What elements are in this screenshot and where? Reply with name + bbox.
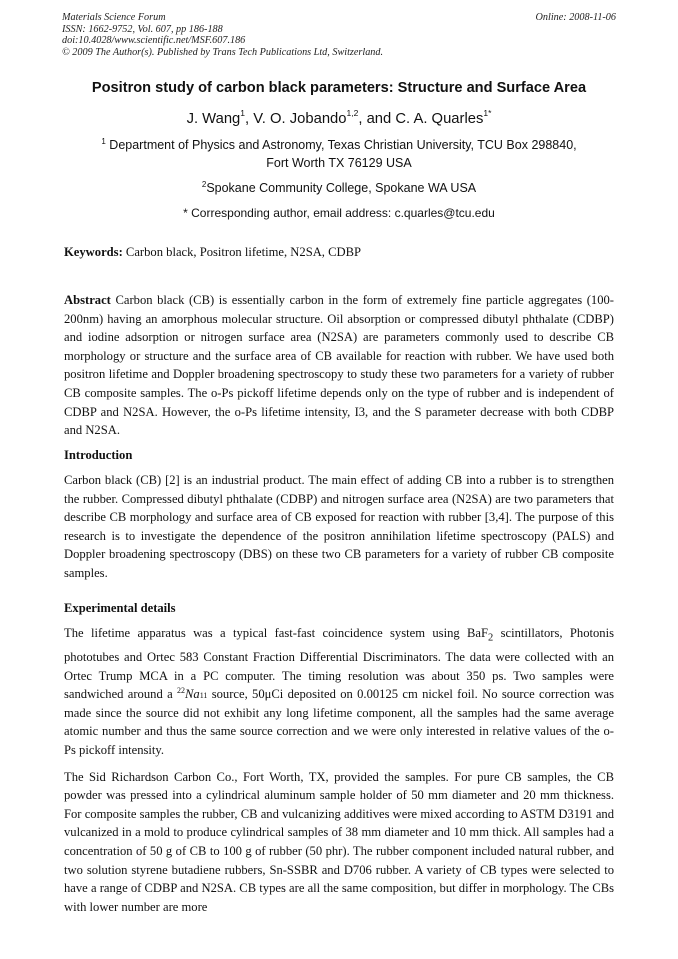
keywords-label: Keywords:	[64, 245, 123, 259]
copyright-line: © 2009 The Author(s). Published by Trans Tech Publications Ltd, Switzerland.	[62, 46, 384, 58]
text-run: scintillators, Photonis phototubes and Ortec 583 Constant Fraction Differential Discriminators. The data were collected with an Ortec Trump MCA in a PC computer. The timing resolution was about 350 ps. Two samples were sandwiched around a	[64, 626, 614, 702]
author-affiliation-mark: 1	[240, 108, 246, 118]
affiliation-line: Spokane Community College, Spokane WA USA	[206, 181, 477, 195]
author-separator: , and	[358, 111, 396, 127]
paragraph	[64, 624, 614, 760]
isotope-notation	[177, 687, 207, 701]
introduction-heading: Introduction	[64, 448, 133, 462]
abstract-text: Carbon black (CB) is essentially carbon in the form of extremely fine particle aggregates (100-200nm) having an amorphous molecular structure. Oil absorption or compressed dibutyl phthalate (CDBP) and iodine adsorption or nitrogen surface area (N2SA) are parameters commonly used to describe CB morphology or structure and the surface area of CB available for reaction with rubber. We have used both positron lifetime and Doppler broadening spectroscopy to study these two parameters for a variety of rubber CB composite samples. The o-Ps pickoff lifetime depends only on the type of rubber and is independent of CDBP and N2SA. However, the o-Ps lifetime intensity, I3, and the S parameter decrease with both CDBP and N2SA.	[64, 293, 614, 438]
subscript: 2	[488, 632, 494, 644]
element-symbol: Na	[184, 687, 200, 702]
running-header	[62, 12, 616, 58]
keywords	[64, 243, 614, 262]
experimental-body	[64, 624, 614, 916]
keywords-text: Carbon black, Positron lifetime, N2SA, CDBP	[125, 245, 361, 259]
affiliation-2	[40, 179, 638, 197]
paragraph: The Sid Richardson Carbon Co., Fort Worth, TX, provided the samples. For pure CB samples, the CB powder was pressed into a cylindrical aluminum sample holder of 50 mm diameter and 20 mm thickness. For composite samples the rubber, CB and vulcanizing additives were mixed according to ASTM D3191 and vulcanized in a mold to produce cylindrical samples of 38 mm diameter and 10 mm thick. All samples had a concentration of 50 g of CB to 100 g of rubber (50 phr). The rubber component included natural rubber, and two solution styrene butadiene rubbers, Sn-SSBR and D706 rubber. A variety of CB types were selected to have a range of CDBP and N2SA. CB types are all the same composition, but differ in morphology. The CBs with lower number are more	[64, 769, 614, 914]
paper-title: Positron study of carbon black parameters: Structure and Surface Area	[91, 80, 587, 96]
issn-line: ISSN: 1662-9752, Vol. 607, pp 186-188	[62, 23, 223, 35]
author-name: V. O. Jobando	[253, 111, 347, 127]
atomic-number: 11	[199, 691, 208, 701]
doi-line: doi:10.4028/www.scientific.net/MSF.607.186	[62, 35, 246, 47]
text-run: source, 50μCi deposited on 0.00125 cm nickel foil. No source correction was made since the source did not exhibit any long lifetime component, all the samples had the same average atomic number and thus the same source correction and we were only interested in relative values of the o-Ps pickoff intensity.	[64, 687, 614, 758]
journal-name: Materials Science Forum	[62, 12, 166, 23]
affiliation-1	[40, 136, 638, 172]
affiliation-mark: 1	[101, 137, 106, 146]
affiliation-line: Fort Worth TX 76129 USA	[266, 156, 412, 170]
introduction-text: Carbon black (CB) [2] is an industrial product. The main effect of adding CB into a rubber is to strengthen the rubber. Compressed dibutyl phthalate (CDBP) and nitrogen surface area (N2SA) are two parameters that describe CB morphology and surface area of CB exposed for reaction with rubber [3,4]. The purpose of this research is to investigate the dependence of the positron annihilation lifetime spectroscopy (PALS) and Doppler broadening spectroscopy (DBS) on these two CB parameters for a variety of rubber CB composite samples.	[64, 473, 614, 580]
author-name: J. Wang	[186, 111, 241, 127]
affiliation-mark: 2	[201, 180, 207, 189]
online-date: Online: 2008-11-06	[535, 12, 616, 23]
author-separator: ,	[245, 111, 254, 127]
affiliation-line: Department of Physics and Astronomy, Texas Christian University, TCU Box 298840,	[109, 138, 577, 152]
corresponding-author: * Corresponding author, email address: c.quarles@tcu.edu	[183, 206, 495, 220]
author-list	[40, 108, 638, 127]
experimental-heading: Experimental details	[64, 601, 176, 615]
mass-number: 22	[176, 686, 185, 696]
author-affiliation-mark: 1*	[483, 108, 492, 118]
author-name: C. A. Quarles	[395, 111, 484, 127]
author-affiliation-mark: 1,2	[346, 108, 359, 118]
abstract-label: Abstract	[64, 293, 111, 307]
text-run: The lifetime apparatus was a typical fast-fast coincidence system using BaF	[64, 626, 489, 640]
abstract	[64, 291, 614, 440]
